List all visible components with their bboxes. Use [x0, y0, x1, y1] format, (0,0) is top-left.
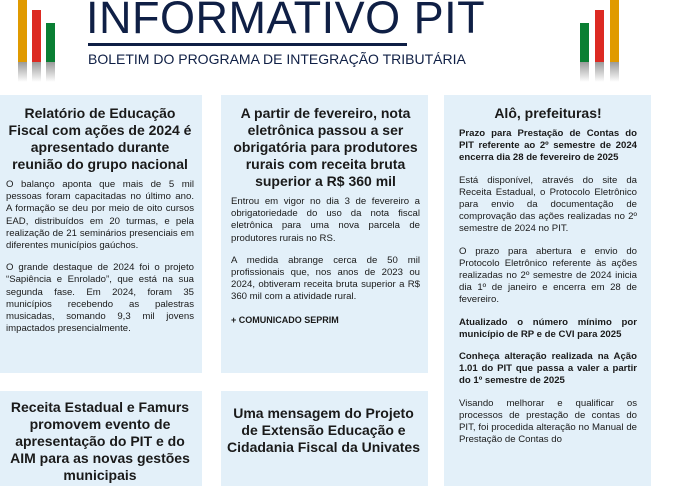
newsletter-title: INFORMATIVO PIT — [86, 0, 486, 43]
comunicado-seprim-link[interactable]: + COMUNICADO SEPRIM — [231, 314, 339, 325]
article-education-report — [0, 95, 202, 373]
newsletter-subtitle: BOLETIM DO PROGRAMA DE INTEGRAÇÃO TRIBUTÁRIA — [88, 51, 466, 67]
article-prefeituras — [444, 95, 651, 486]
article-univates-message — [221, 391, 428, 486]
bar-red — [595, 10, 604, 62]
bar-red — [32, 10, 41, 62]
article-title[interactable]: Uma mensagem do Projeto de Extensão Educação e Cidadania Fiscal da Univates — [227, 405, 420, 455]
article-paragraph: O grande destaque de 2024 foi o projeto “Sapiência e Enrolado”, que está na sua segunda fase. Em 2024, foram 35 municípios recebendo as palestras musicadas, somando 9,3 mil jovens impactados presencialmente. — [6, 262, 194, 335]
bar-reflection — [46, 62, 55, 82]
bar-reflection — [580, 62, 589, 82]
title-divider — [88, 43, 407, 46]
article-paragraph: Está disponível, através do site da Receita Estadual, o Protocolo Eletrônico para envio da documentação de comprovação das ações realizadas no 2º semestre de 2024 no PIT. — [459, 174, 637, 235]
article-paragraph: O balanço aponta que mais de 5 mil pessoas foram capacitadas no último ano. A formação se deu por meio de oito cursos EAD, distribuídos em 20 turmas, e pela realização de 21 seminários presenciais em diferentes municípios gaúchos. — [6, 179, 194, 252]
article-paragraph: A medida abrange cerca de 50 mil profissionais que, nos anos de 2023 ou 2024, obtiveram receita bruta superior a R$ 360 mil com a atividade rural. — [231, 254, 420, 303]
bar-reflection — [610, 62, 619, 82]
article-title[interactable]: Receita Estadual e Famurs promovem evento de apresentação do PIT e do AIM para as novas gestões municipais — [10, 399, 190, 483]
bar-reflection — [32, 62, 41, 82]
article-paragraph: Visando melhorar e qualificar os processos de prestação de contas do PIT, foi procedida alteração no Manual de Prestação de Contas do — [459, 397, 637, 446]
bar-orange — [18, 0, 27, 62]
article-paragraph: Entrou em vigor no dia 3 de fevereiro a obrigatoriedade do uso da nota fiscal eletrônica para uma nova parcela de produtores rurais no RS. — [231, 196, 420, 244]
bar-orange — [610, 0, 619, 62]
bar-reflection — [595, 62, 604, 82]
article-paragraph: O prazo para abertura e envio do Protocolo Eletrônico referente às ações realizadas no 2º semestre de 2024 inicia dia 1º de janeiro e encerra em 28 de fevereiro. — [459, 245, 637, 306]
bar-green — [580, 23, 589, 62]
article-famurs-event — [0, 391, 202, 486]
article-title[interactable]: A partir de fevereiro, nota eletrônica passou a ser obrigatória para produtores rurais com receita bruta superior a R$ 360 mil — [233, 105, 418, 189]
article-title[interactable]: Relatório de Educação Fiscal com ações de 2024 é apresentado durante reunião do grupo nacional — [8, 105, 192, 172]
article-subheading[interactable]: Conheça alteração realizada na Ação 1.01 do PIT que passa a valer a partir do 1º semestre de 2025 — [459, 351, 637, 387]
article-subheading[interactable]: Atualizado o número mínimo por município de RP e de CVI para 2025 — [459, 316, 637, 340]
article-nfe-rural — [221, 95, 428, 373]
article-subheading[interactable]: Prazo para Prestação de Contas do PIT referente ao 2º semestre de 2024 encerra dia 28 de fevereiro de 2025 — [459, 128, 637, 164]
bar-green — [46, 23, 55, 62]
article-title: Alô, prefeituras! — [494, 105, 602, 121]
bar-reflection — [18, 62, 27, 82]
